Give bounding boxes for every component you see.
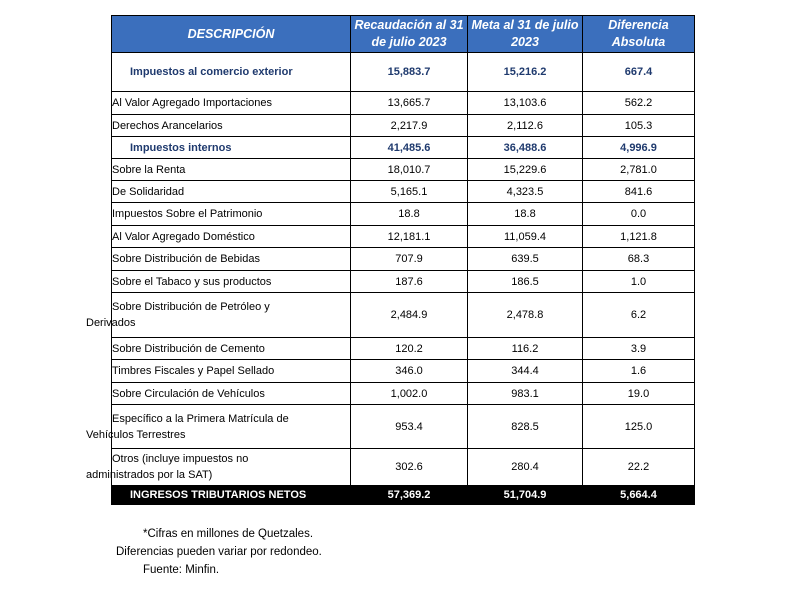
- total-difference: 5,664.4: [583, 486, 695, 505]
- cell-target: 828.5: [468, 405, 583, 449]
- table-row: [112, 181, 695, 203]
- table-group-row: [112, 53, 695, 92]
- row-label: Impuestos al comercio exterior: [112, 53, 351, 92]
- cell-difference: 125.0: [583, 405, 695, 449]
- row-label-line1: Específico a la Primera Matrícula de: [112, 412, 289, 425]
- cell-target: 116.2: [468, 338, 583, 360]
- cell-target: 11,059.4: [468, 226, 583, 248]
- row-label: Sobre el Tabaco y sus productos: [112, 271, 351, 293]
- cell-collected: 953.4: [351, 405, 468, 449]
- cell-collected: 18,010.7: [351, 159, 468, 181]
- cell-target: 983.1: [468, 383, 583, 405]
- cell-target: 36,488.6: [468, 137, 583, 159]
- row-label-line2: administrados por la SAT): [86, 469, 213, 481]
- table-row: [112, 338, 695, 360]
- cell-collected: 18.8: [351, 203, 468, 226]
- cell-difference: 2,781.0: [583, 159, 695, 181]
- row-label: [86, 449, 351, 486]
- cell-target: 2,478.8: [468, 293, 583, 338]
- row-label: Timbres Fiscales y Papel Sellado: [112, 360, 351, 383]
- row-label: Impuestos Sobre el Patrimonio: [112, 203, 351, 226]
- cell-collected: 346.0: [351, 360, 468, 383]
- table-row: [112, 115, 695, 137]
- cell-difference: 1.0: [583, 271, 695, 293]
- cell-collected: 2,484.9: [351, 293, 468, 338]
- table-header-row: [112, 16, 695, 53]
- row-label: Sobre Distribución de Bebidas: [112, 248, 351, 271]
- cell-difference: 19.0: [583, 383, 695, 405]
- cell-target: 15,216.2: [468, 53, 583, 92]
- table-row: [112, 271, 695, 293]
- table-row: [112, 360, 695, 383]
- cell-collected: 15,883.7: [351, 53, 468, 92]
- table-total-row: [112, 486, 695, 505]
- row-label: Sobre Distribución de Cemento: [112, 338, 351, 360]
- header-target: Meta al 31 de julio 2023: [468, 16, 583, 53]
- cell-collected: 13,665.7: [351, 92, 468, 115]
- row-label-line1: Otros (incluye impuestos no: [112, 453, 249, 465]
- cell-difference: 105.3: [583, 115, 695, 137]
- cell-difference: 667.4: [583, 53, 695, 92]
- row-label: [86, 405, 351, 449]
- row-label: Sobre Circulación de Vehículos: [112, 383, 351, 405]
- row-label: De Solidaridad: [112, 181, 351, 203]
- table-row: [112, 405, 695, 449]
- cell-target: 186.5: [468, 271, 583, 293]
- cell-collected: 302.6: [351, 449, 468, 486]
- row-label: Impuestos internos: [112, 137, 351, 159]
- cell-target: 18.8: [468, 203, 583, 226]
- table-row: [112, 449, 695, 486]
- row-label: Sobre la Renta: [112, 159, 351, 181]
- cell-collected: 2,217.9: [351, 115, 468, 137]
- cell-target: 280.4: [468, 449, 583, 486]
- table-row: [112, 226, 695, 248]
- table-group-row: [112, 137, 695, 159]
- table-row: [112, 203, 695, 226]
- cell-difference: 22.2: [583, 449, 695, 486]
- row-label-line2: Vehículos Terrestres: [86, 428, 186, 441]
- cell-collected: 187.6: [351, 271, 468, 293]
- cell-target: 4,323.5: [468, 181, 583, 203]
- header-difference: Diferencia Absoluta: [583, 16, 695, 53]
- cell-difference: 4,996.9: [583, 137, 695, 159]
- total-target: 51,704.9: [468, 486, 583, 505]
- table-row: [112, 248, 695, 271]
- cell-target: 639.5: [468, 248, 583, 271]
- cell-difference: 68.3: [583, 248, 695, 271]
- cell-difference: 1,121.8: [583, 226, 695, 248]
- cell-difference: 562.2: [583, 92, 695, 115]
- footnote-source: Fuente: Minfin.: [143, 564, 220, 576]
- footnote-units: *Cifras en millones de Quetzales.: [143, 528, 314, 540]
- cell-target: 344.4: [468, 360, 583, 383]
- header-description: DESCRIPCIÓN: [112, 16, 351, 53]
- cell-collected: 1,002.0: [351, 383, 468, 405]
- cell-collected: 707.9: [351, 248, 468, 271]
- cell-difference: 1.6: [583, 360, 695, 383]
- cell-difference: 6.2: [583, 293, 695, 338]
- cell-target: 13,103.6: [468, 92, 583, 115]
- row-label-line1: Sobre Distribución de Petróleo y: [112, 301, 270, 313]
- cell-collected: 41,485.6: [351, 137, 468, 159]
- cell-difference: 0.0: [583, 203, 695, 226]
- cell-difference: 841.6: [583, 181, 695, 203]
- row-label-line2: Derivados: [86, 317, 136, 329]
- row-label: Derechos Arancelarios: [112, 115, 351, 137]
- cell-collected: 120.2: [351, 338, 468, 360]
- header-collected: Recaudación al 31 de julio 2023: [351, 16, 468, 53]
- cell-difference: 3.9: [583, 338, 695, 360]
- cell-collected: 12,181.1: [351, 226, 468, 248]
- total-collected: 57,369.2: [351, 486, 468, 505]
- tax-revenue-table: [86, 15, 695, 505]
- cell-target: 15,229.6: [468, 159, 583, 181]
- row-label: [86, 293, 351, 338]
- table-row: [112, 159, 695, 181]
- cell-target: 2,112.6: [468, 115, 583, 137]
- row-label: Al Valor Agregado Importaciones: [112, 92, 351, 115]
- table-row: [112, 293, 695, 338]
- table-row: [112, 383, 695, 405]
- footnote-rounding: Diferencias pueden variar por redondeo.: [116, 546, 322, 558]
- total-label: INGRESOS TRIBUTARIOS NETOS: [112, 486, 351, 505]
- cell-collected: 5,165.1: [351, 181, 468, 203]
- footnotes: [116, 525, 322, 579]
- row-label: Al Valor Agregado Doméstico: [112, 226, 351, 248]
- table-row: [112, 92, 695, 115]
